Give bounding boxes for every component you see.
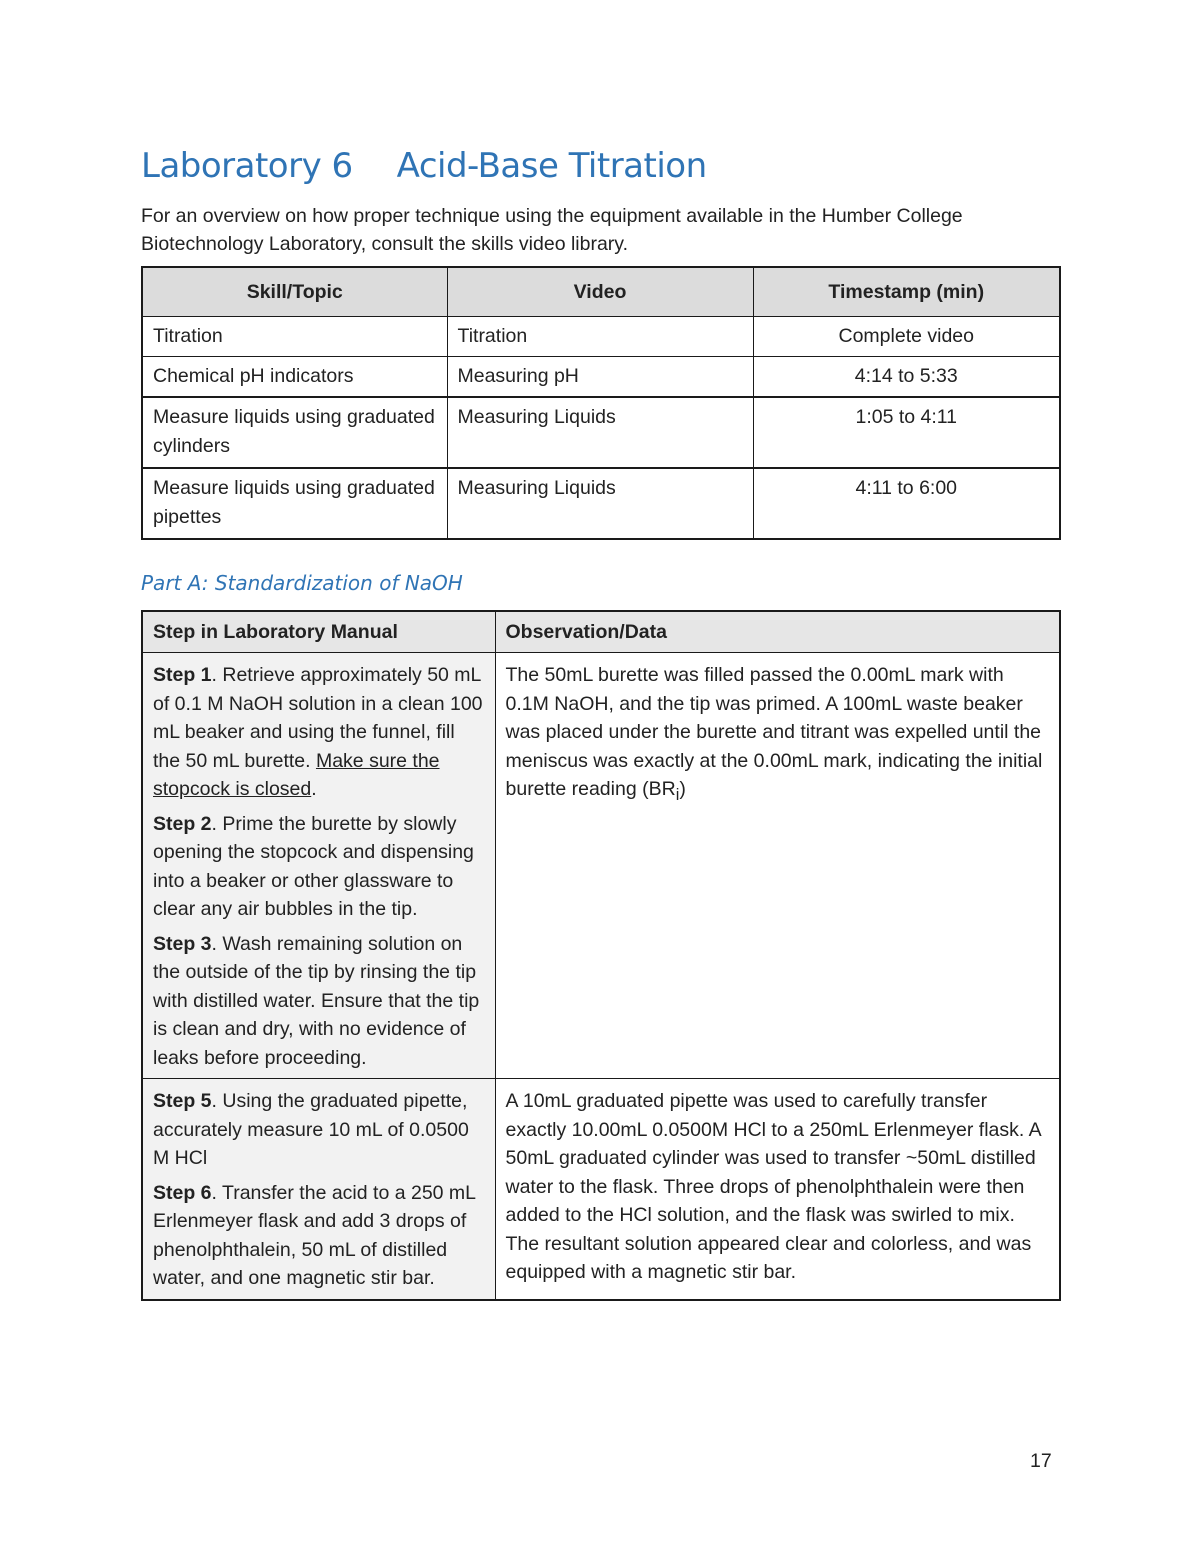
document-page [141, 140, 1059, 1301]
timestamp-cell: 4:11 to 6:00 [753, 468, 1060, 539]
timestamp-cell: Complete video [753, 317, 1060, 357]
observation-cell: A 10mL graduated pipette was used to carefully transfer exactly 10.00mL 0.0500M HCl to a 250mL Erlenmeyer flask. A 50mL graduated cylinder was used to transfer ~50mL distilled water to the flask. Three drops of phenolphthalein were then added to the HCl solution, and the flask was swirled to mix. The resultant solution appeared clear and colorless, and was equipped with a magnetic stir bar. [495, 1079, 1060, 1300]
column-header-skill: Skill/Topic [142, 267, 447, 317]
intro-paragraph: For an overview on how proper technique using the equipment available in the Humber College Biotechnology Laboratory, consult the skills video library. [141, 205, 963, 255]
video-cell: Titration [447, 317, 753, 357]
table-row [142, 317, 1060, 357]
step-cell [142, 1079, 495, 1300]
table-row [142, 397, 1060, 468]
step-text: . Prime the burette by slowly opening the stopcock and dispensing into a beaker or other glassware to clear any air bubbles in the tip. [153, 812, 474, 920]
table-row [142, 357, 1060, 398]
column-header-step: Step in Laboratory Manual [142, 611, 495, 653]
step-cell [142, 653, 495, 1079]
skill-cell: Measure liquids using graduated cylinders [142, 397, 447, 468]
skill-cell: Chemical pH indicators [142, 357, 447, 398]
page-title [141, 140, 1059, 192]
step-item [153, 661, 485, 804]
step-warning: Make sure the stopcock is closed [153, 749, 440, 800]
page-number: 17 [1030, 1450, 1052, 1472]
timestamp-cell: 4:14 to 5:33 [753, 357, 1060, 398]
step-text: . Using the graduated pipette, accurately measure 10 mL of 0.0500 M HCl [153, 1090, 469, 1169]
video-cell: Measuring Liquids [447, 397, 753, 468]
step-item [153, 930, 485, 1073]
video-cell: Measuring Liquids [447, 468, 753, 539]
step-item [153, 1087, 485, 1173]
step-text: . Retrieve approximately 50 mL of 0.1 M NaOH solution in a clean 100 mL beaker and using the funnel, fill the 50 mL burette. [153, 664, 483, 772]
observation-subscript: i [675, 785, 680, 804]
skill-cell: Measure liquids using graduated pipettes [142, 468, 447, 539]
timestamp-cell: 1:05 to 4:11 [753, 397, 1060, 468]
skill-cell: Titration [142, 317, 447, 357]
table-row [142, 1079, 1060, 1300]
step-label: Step 6 [153, 1181, 212, 1204]
step-text: . Wash remaining solution on the outside of the tip by rinsing the tip with distilled water. Ensure that the tip is clean and dry, with no evidence of leaks before proceeding. [153, 932, 480, 1069]
table-row [142, 468, 1060, 539]
observation-cell [495, 653, 1060, 1079]
table-row [142, 653, 1060, 1079]
step-text-end: . [311, 778, 317, 800]
step-item [153, 810, 485, 924]
lab-number: Laboratory 6 [141, 146, 353, 186]
column-header-video: Video [447, 267, 753, 317]
step-label: Step 1 [153, 664, 212, 686]
video-cell: Measuring pH [447, 357, 753, 398]
step-item [153, 1179, 485, 1293]
column-header-timestamp: Timestamp (min) [753, 267, 1060, 317]
step-text: . Transfer the acid to a 250 mL Erlenmeyer flask and add 3 drops of phenolphthalein, 50 mL of distilled water, and one magnetic stir bar. [153, 1181, 476, 1289]
step-label: Step 2 [153, 812, 212, 835]
lab-name: Acid-Base Titration [396, 146, 707, 186]
step-label: Step 3 [153, 932, 212, 955]
part-a-heading: Part A: Standardization of NaOH [141, 571, 463, 595]
observation-text-end: ) [679, 778, 686, 800]
table-header-row [142, 611, 1060, 653]
part-a-observation-table [141, 610, 1061, 1301]
observation-text: The 50mL burette was filled passed the 0.00mL mark with 0.1M NaOH, and the tip was primed. A 100mL waste beaker was placed under the burette and titrant was expelled until the meniscus was exactly at the 0.00mL mark, indicating the initial burette reading (BR [505, 664, 1043, 800]
skills-video-table [141, 266, 1061, 540]
table-header-row [142, 267, 1060, 317]
column-header-observation: Observation/Data [495, 611, 1060, 653]
step-label: Step 5 [153, 1090, 212, 1112]
